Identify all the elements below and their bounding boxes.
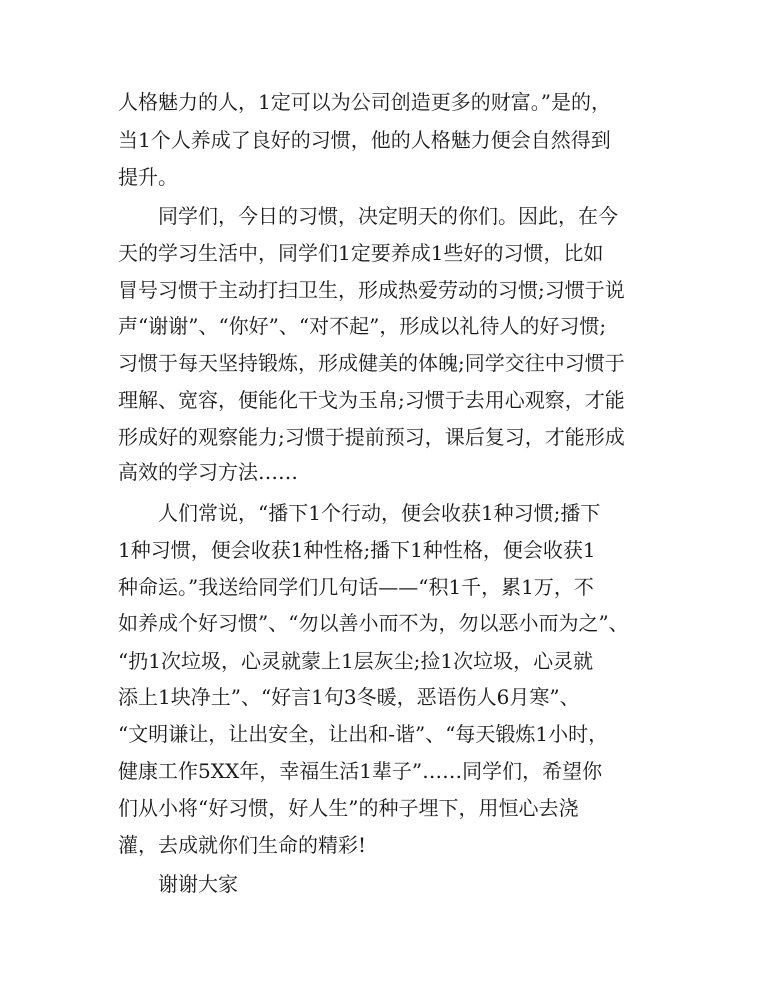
text-line: 1种习惯，便会收获1种性格;播下1种性格，便会收获1: [118, 538, 596, 562]
text-line: 添上1块净土”、“好言1句3冬暖，恶语伤人6月寒”、: [118, 685, 580, 709]
text-line: 当1个人养成了良好的习惯，他的人格魅力便会自然得到: [118, 128, 611, 152]
text-line: 天的学习生活中，同学们1定要养成1些好的习惯，比如: [118, 241, 604, 265]
text-line: 灌，去成就你们生命的精彩!: [118, 833, 367, 857]
text-line: 声“谢谢”、“你好”、“对不起”，形成以礼待人的好习惯;: [118, 314, 607, 338]
paragraph-first-line: 同学们，今日的习惯，决定明天的你们。因此，在今: [158, 204, 618, 228]
text-line: 高效的学习方法……: [118, 460, 298, 484]
closing-line: 谢谢大家: [158, 872, 238, 896]
text-line: 们从小将“好习惯，好人生”的种子埋下，用恒心去浇: [118, 796, 579, 820]
text-line: 种命运。”我送给同学们几句话——“积1千，累1万，不: [118, 575, 594, 599]
text-line: “文明谦让，让出安全，让出和-谐”、“每天锻炼1小时，: [118, 722, 609, 746]
text-line: 如养成个好习惯”、“勿以善小而不为，勿以恶小而为之”、: [118, 611, 629, 635]
text-line: 理解、宽容，便能化干戈为玉帛;习惯于去用心观察，才能: [118, 388, 625, 412]
text-line: 人格魅力的人，1定可以为公司创造更多的财富。”是的，: [118, 90, 611, 114]
text-line: 形成好的观察能力;习惯于提前预习，课后复习，才能形成: [118, 425, 625, 449]
text-line: 提升。: [118, 165, 178, 189]
text-line: “扔1次垃圾，心灵就蒙上1层灰尘;捡1次垃圾，心灵就: [118, 649, 594, 673]
text-line: 冒号习惯于主动打扫卫生，形成热爱劳动的习惯;习惯于说: [118, 278, 625, 302]
paragraph-first-line: 人们常说，“播下1个行动，便会收获1种习惯;播下: [158, 501, 601, 525]
text-line: 习惯于每天坚持锻炼，形成健美的体魄;同学交往中习惯于: [118, 351, 625, 375]
text-line: 健康工作5XX年，幸福生活1辈子”……同学们，希望你: [118, 759, 603, 783]
